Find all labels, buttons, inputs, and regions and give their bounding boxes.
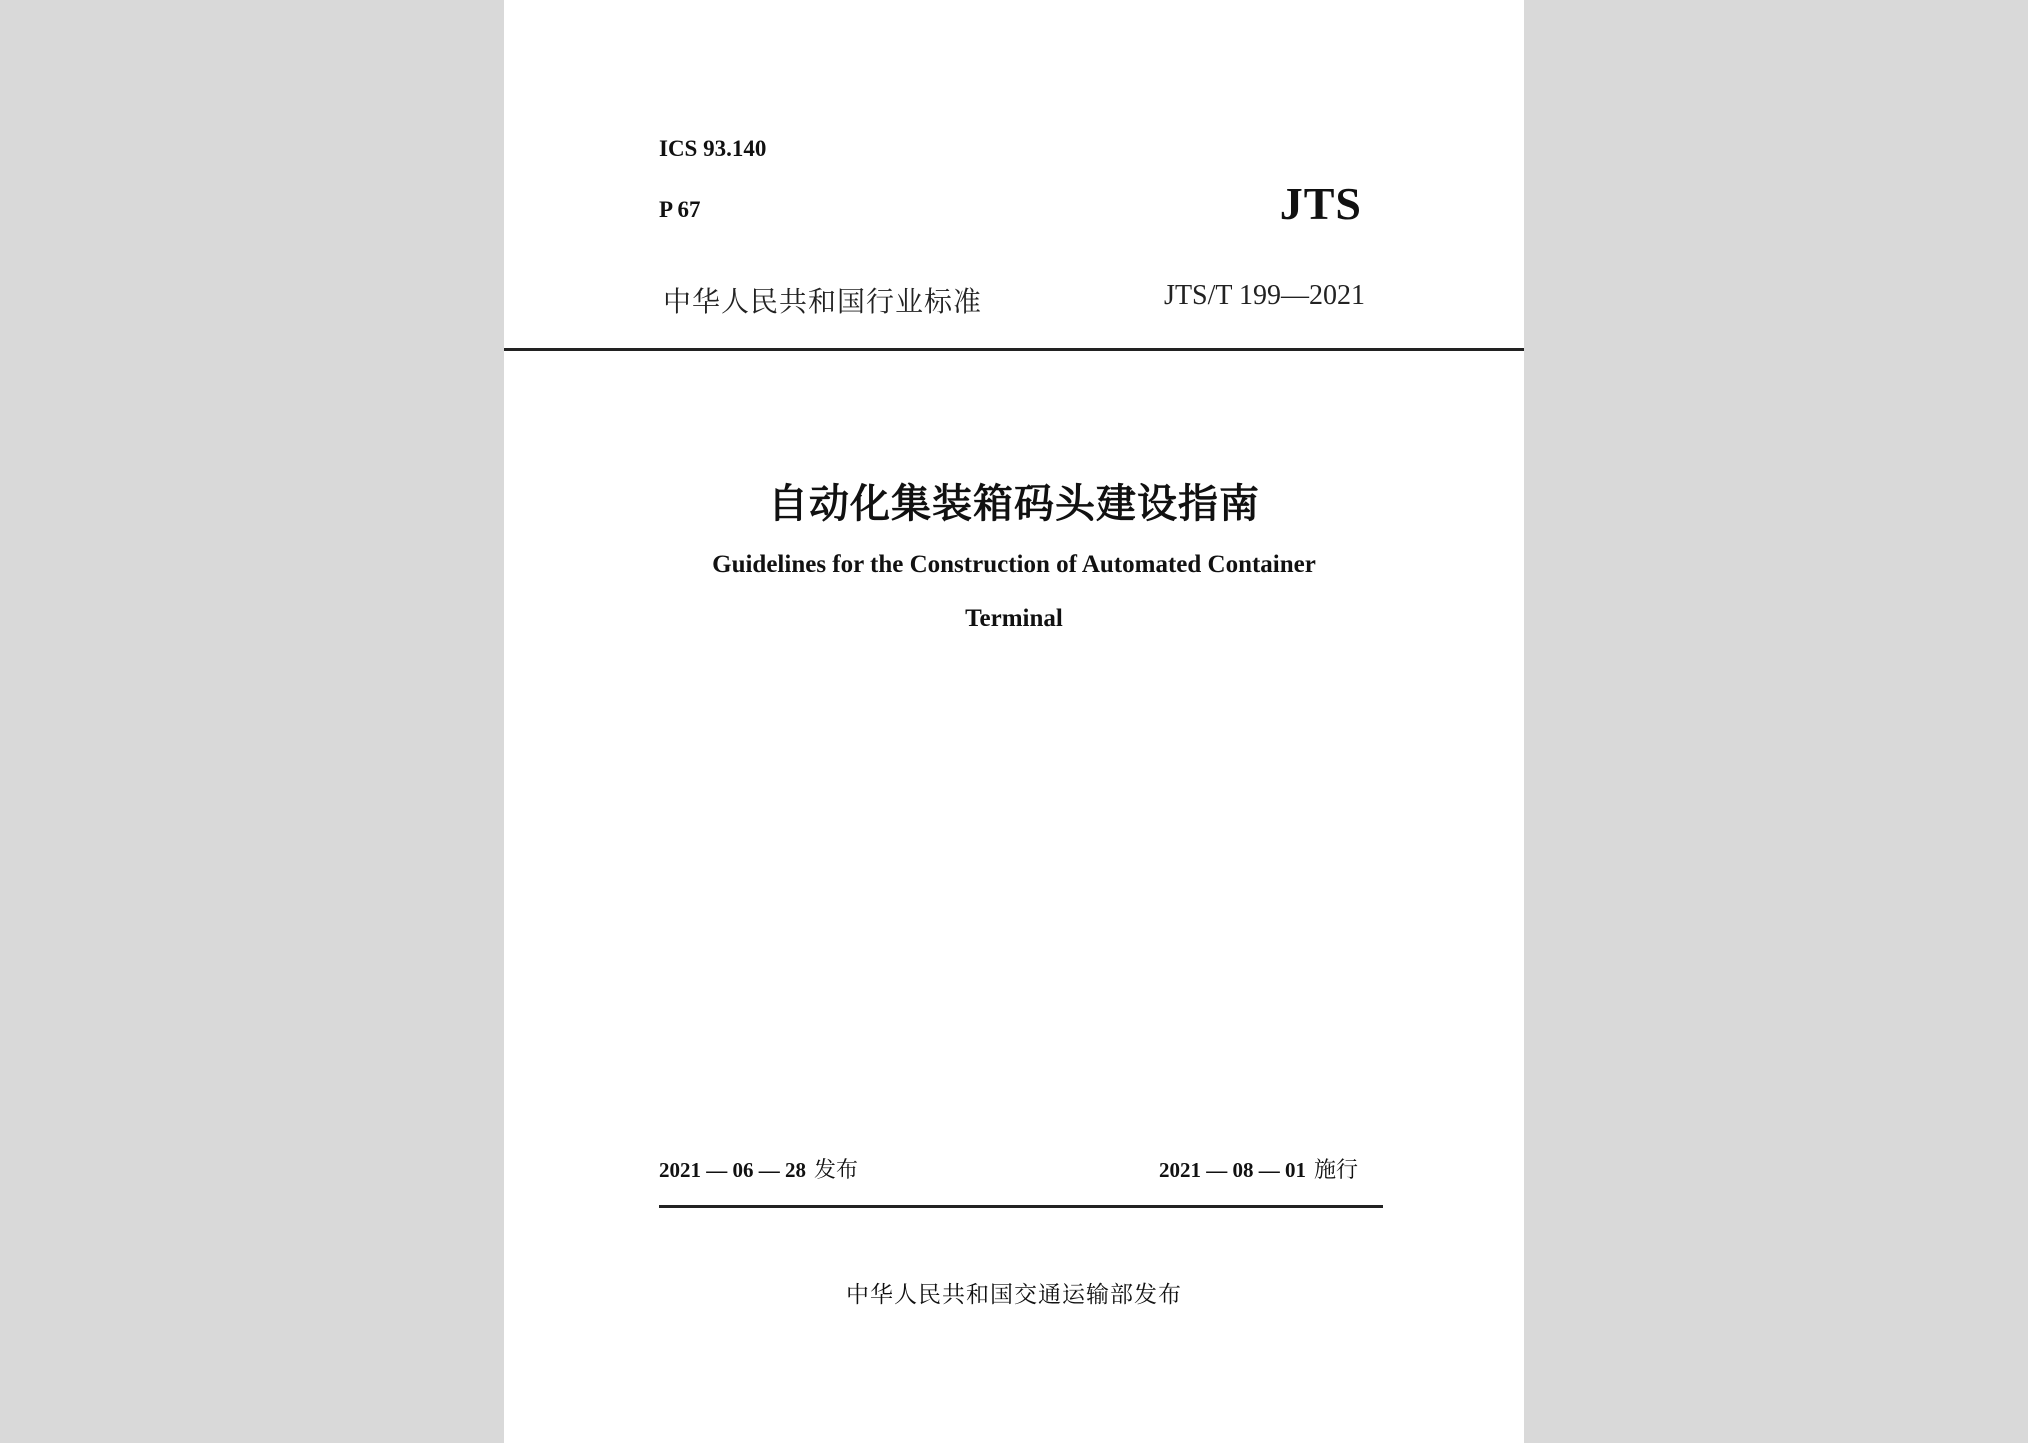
publisher: 中华人民共和国交通运输部发布 — [846, 1282, 1182, 1308]
footer-divider — [659, 1205, 1383, 1208]
issue-label: 发布 — [814, 1158, 859, 1183]
document-cover-page — [504, 0, 1524, 1443]
implementation-date-block — [1159, 1153, 1358, 1184]
standard-type: 中华人民共和国行业标准 — [663, 285, 983, 318]
classification-code: P 67 — [659, 197, 701, 222]
implementation-date: 2021 — 08 — 01 — [1158, 1158, 1306, 1182]
jts-logo: JTS — [1279, 178, 1362, 229]
ics-code: ICS 93.140 — [659, 136, 767, 161]
standard-number: JTS/T 199—2021 — [1164, 280, 1365, 311]
title-english-line-1: Guidelines for the Construction of Automated Container — [712, 551, 1316, 578]
implementation-label: 施行 — [1313, 1158, 1358, 1183]
header-divider — [504, 348, 1524, 351]
title-chinese: 自动化集装箱码头建设指南 — [768, 481, 1260, 527]
title-english-line-2: Terminal — [965, 605, 1063, 632]
issue-date-block — [659, 1153, 858, 1184]
issue-date: 2021 — 06 — 28 — [659, 1158, 806, 1182]
